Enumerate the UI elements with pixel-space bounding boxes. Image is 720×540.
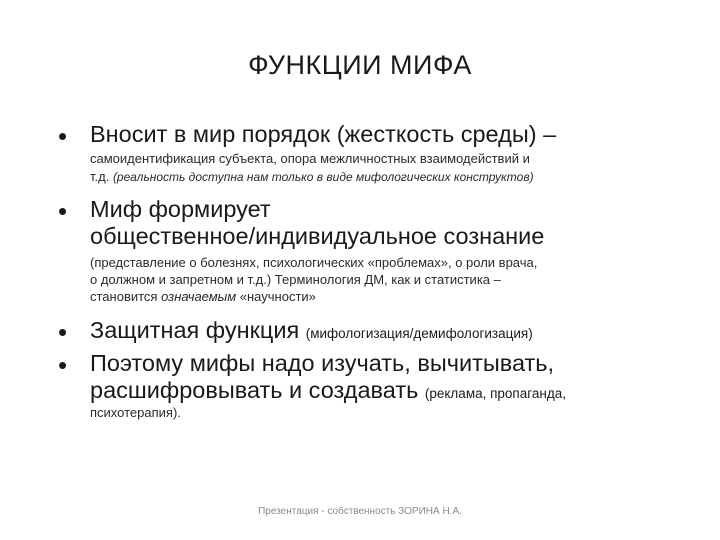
bullet-dot: •	[58, 317, 68, 347]
bullet-inline-note: (мифологизация/демифологизация)	[305, 326, 533, 341]
bullet-sub-line: (представление о болезнях, психологических «проблемах», о роли врача,	[90, 255, 538, 270]
bullet-sub-line: о должном и запретном и т.д.) Терминология ДМ, как и статистика –	[90, 272, 501, 287]
bullet-sub-line-prefix: становится	[90, 289, 162, 304]
bullet-dot: •	[58, 350, 68, 380]
bullet-main-line: общественное/индивидуальное сознание	[90, 223, 545, 249]
bullet-main-text	[90, 196, 544, 249]
bullet-sub-line-suffix: «научности»	[236, 289, 316, 304]
bullet-sub-italic: означаемым	[161, 289, 237, 304]
bullet-item	[58, 196, 698, 305]
bullet-main-line: Поэтому мифы надо изучать, вычитывать,	[90, 350, 555, 376]
bullet-inline-note: (реклама, пропаганда,	[424, 386, 566, 401]
slide-footer: Презентация - собственность ЗОРИНА Н.А.	[258, 506, 462, 517]
bullet-item	[58, 317, 698, 347]
bullet-sub-text	[90, 150, 698, 186]
bullet-dot: •	[58, 121, 68, 151]
bullet-list	[58, 121, 698, 422]
bullet-sub-text	[90, 254, 698, 305]
bullet-sub-italic: (реальность доступна нам только в виде мифологических конструктов)	[112, 170, 534, 184]
bullet-sub-line-prefix: т.д.	[90, 169, 113, 184]
slide-title: ФУНКЦИИ МИФА	[248, 50, 472, 80]
bullet-item	[58, 121, 698, 186]
bullet-main-text: Вносит в мир порядок (жесткость среды) –	[90, 121, 557, 147]
bullet-sub-text: психотерапия).	[90, 405, 181, 420]
bullet-main-line: Миф формирует	[90, 196, 271, 222]
bullet-main-text: Защитная функция	[90, 317, 306, 343]
bullet-main-line: расшифровывать и создавать	[90, 377, 425, 403]
bullet-item	[58, 350, 698, 422]
bullet-dot: •	[58, 196, 68, 226]
bullet-sub-line: самоидентификация субъекта, опора межличностных взаимодействий и	[90, 151, 530, 166]
